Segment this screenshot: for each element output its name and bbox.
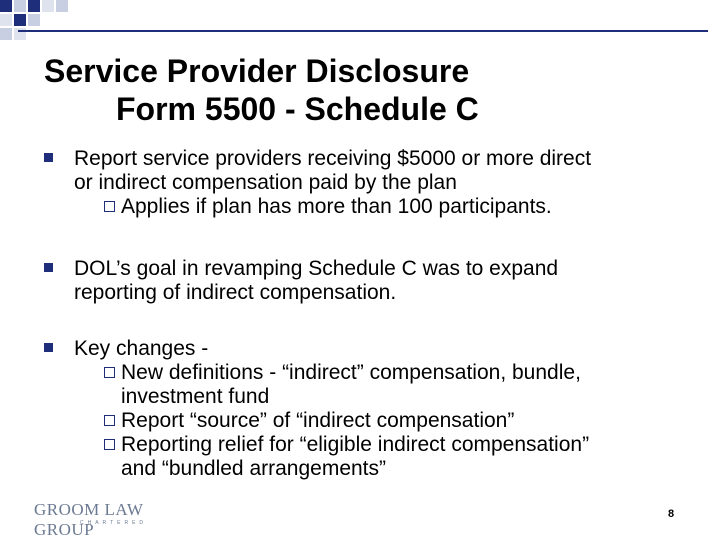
header-rule	[18, 30, 708, 32]
square-bullet-icon	[44, 343, 53, 352]
square-bullet-icon	[44, 263, 53, 272]
sub-bullet-continuation: investment fund	[121, 385, 270, 408]
square-bullet-icon	[44, 153, 53, 162]
sub-bullet	[74, 361, 694, 409]
hollow-square-bullet-icon	[104, 201, 115, 212]
slide-title	[44, 52, 479, 128]
sub-bullet-text: New definitions - “indirect” compensation, bundle,	[121, 361, 581, 384]
sub-bullet-text: Reporting relief for “eligible indirect compensation”	[121, 433, 590, 456]
bullet-2-line-1: DOL’s goal in revamping Schedule C was to expand	[74, 257, 559, 280]
groom-law-group-logo	[34, 500, 184, 539]
sub-bullet	[74, 195, 694, 219]
page-number: 8	[668, 508, 675, 520]
bullet-1-line-1: Report service providers receiving $5000 or more direct	[74, 147, 592, 170]
hollow-square-bullet-icon	[104, 415, 115, 426]
logo-subtext: CHARTERED	[80, 520, 148, 526]
sub-bullet-continuation: and “bundled arrangements”	[121, 457, 387, 480]
sub-bullet-text: Applies if plan has more than 100 participants.	[121, 195, 552, 218]
sub-bullet	[74, 433, 694, 481]
bullet-3-line-1: Key changes -	[74, 337, 209, 360]
hollow-square-bullet-icon	[104, 367, 115, 378]
title-line-1: Service Provider Disclosure	[44, 53, 470, 89]
hollow-square-bullet-icon	[104, 439, 115, 450]
sub-bullet-text: Report “source” of “indirect compensation”	[121, 409, 515, 432]
bullet-2-line-2: reporting of indirect compensation.	[74, 281, 397, 304]
title-line-2: Form 5500 - Schedule C	[116, 91, 479, 127]
bullet-1-line-2: or indirect compensation paid by the plan	[74, 171, 457, 194]
logo-text: GROOM LAW GROUP	[34, 500, 144, 539]
corner-decoration	[0, 0, 150, 50]
sub-bullet	[74, 409, 694, 433]
